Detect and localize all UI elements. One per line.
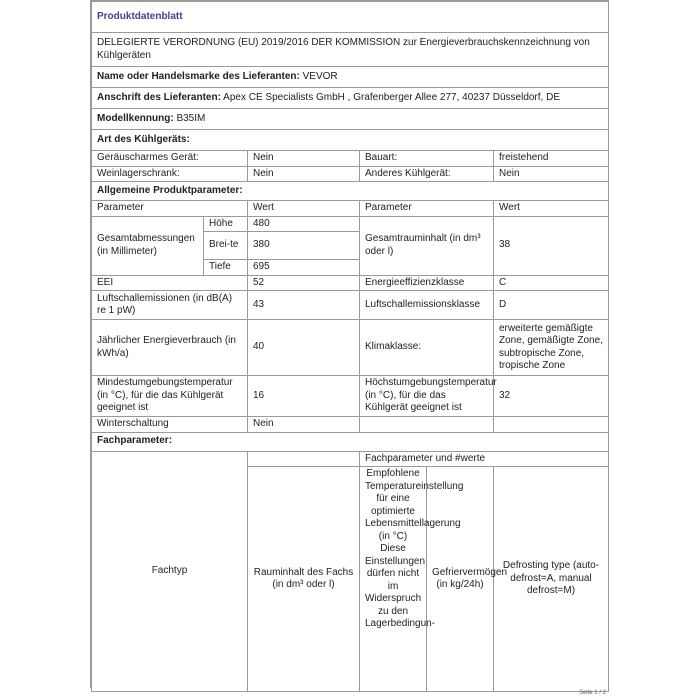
- design-value: freistehend: [494, 151, 609, 167]
- empty-cell: [248, 451, 360, 467]
- supplier-name-value: VEVOR: [302, 70, 338, 82]
- winter-value: Nein: [248, 417, 360, 433]
- quiet-device-value: Nein: [248, 151, 360, 167]
- height-label: Höhe: [204, 216, 248, 232]
- compartment-heading: Fachparameter:: [92, 432, 609, 451]
- model-row: [92, 109, 609, 130]
- volume-label: Gesamtrauminhalt (in dm³ oder l): [360, 216, 494, 275]
- noise-class-value: D: [494, 291, 609, 320]
- supplier-address-row: [92, 88, 609, 109]
- supplier-name-row: [92, 67, 609, 88]
- compartment-temp-label: Empfohlene Temperatureinstellung für eine optimierte Lebensmittellagerung (in °C) Diese Einstellungen dürfen nicht im Widerspruch zu den Lagerbedingun-: [360, 467, 427, 692]
- noise-value: 43: [248, 291, 360, 320]
- energy-class-value: C: [494, 275, 609, 291]
- device-type-heading: Art des Kühlgeräts:: [92, 130, 609, 151]
- design-label: Bauart:: [360, 151, 494, 167]
- depth-label: Tiefe: [204, 260, 248, 276]
- annual-energy-label: Jährlicher Energieverbrauch (in kWh/a): [92, 320, 248, 376]
- volume-value: 38: [494, 216, 609, 275]
- compartment-volume-label: Rauminhalt des Fachs (in dm³ oder l): [248, 467, 360, 692]
- page-title: Produktdatenblatt: [92, 2, 609, 33]
- supplier-address-label: Anschrift des Lieferanten:: [97, 91, 221, 103]
- general-heading: Allgemeine Produktparameter:: [92, 182, 609, 201]
- wine-cabinet-value: Nein: [248, 166, 360, 182]
- climate-value: erweiterte gemäßigte Zone, gemäßigte Zone, subtropische Zone, tropische Zone: [494, 320, 609, 376]
- col-param: Parameter: [92, 201, 248, 217]
- regulation-text: DELEGIERTE VERORDNUNG (EU) 2019/2016 DER KOMMISSION zur Energieverbrauchskennzeichnung von Kühlgeräten: [92, 33, 609, 67]
- max-temp-value: 32: [494, 376, 609, 417]
- eei-label: EEI: [92, 275, 248, 291]
- max-temp-label: Höchstumgebungstemperatur (in °C), für die das Kühlgerät geeignet ist: [360, 376, 494, 417]
- other-device-value: Nein: [494, 166, 609, 182]
- depth-value: 695: [248, 260, 360, 276]
- supplier-name-label: Name oder Handelsmarke des Lieferanten:: [97, 70, 300, 82]
- empty-cell: [494, 417, 609, 433]
- model-value: B35IM: [176, 112, 206, 124]
- width-value: 380: [248, 232, 360, 260]
- empty-cell: [360, 417, 494, 433]
- energy-class-label: Energieeffizienzklasse: [360, 275, 494, 291]
- compartment-type-label: Fachtyp: [92, 451, 248, 692]
- eei-value: 52: [248, 275, 360, 291]
- quiet-device-label: Geräuscharmes Gerät:: [92, 151, 248, 167]
- datasheet-table: [91, 1, 609, 692]
- datasheet: [90, 0, 609, 688]
- page-number: Seite 1 / 2: [578, 690, 606, 696]
- compartment-defrost-label: Defrosting type (auto-defrost=A, manual defrost=M): [494, 467, 609, 692]
- wine-cabinet-label: Weinlagerschrank:: [92, 166, 248, 182]
- dims-label: Gesamtabmessungen (in Millimeter): [92, 216, 204, 275]
- climate-label: Klimaklasse:: [360, 320, 494, 376]
- winter-label: Winterschaltung: [92, 417, 248, 433]
- supplier-address-value: Apex CE Specialists GmbH , Grafenberger Allee 277, 40237 Düsseldorf, DE: [223, 91, 560, 103]
- annual-energy-value: 40: [248, 320, 360, 376]
- min-temp-value: 16: [248, 376, 360, 417]
- model-label: Modellkennung:: [97, 112, 174, 124]
- col-value-2: Wert: [494, 201, 609, 217]
- height-value: 480: [248, 216, 360, 232]
- compartment-freeze-label: Gefriervermögen (in kg/24h): [427, 467, 494, 692]
- width-label: Brei-te: [204, 232, 248, 260]
- noise-class-label: Luftschallemissionsklasse: [360, 291, 494, 320]
- other-device-label: Anderes Kühlgerät:: [360, 166, 494, 182]
- compartment-params-header: Fachparameter und #werte: [360, 451, 609, 467]
- col-param-2: Parameter: [360, 201, 494, 217]
- col-value: Wert: [248, 201, 360, 217]
- min-temp-label: Mindestumgebungstemperatur (in °C), für die das Kühlgerät geeignet ist: [92, 376, 248, 417]
- noise-label: Luftschallemissionen (in dB(A) re 1 pW): [92, 291, 248, 320]
